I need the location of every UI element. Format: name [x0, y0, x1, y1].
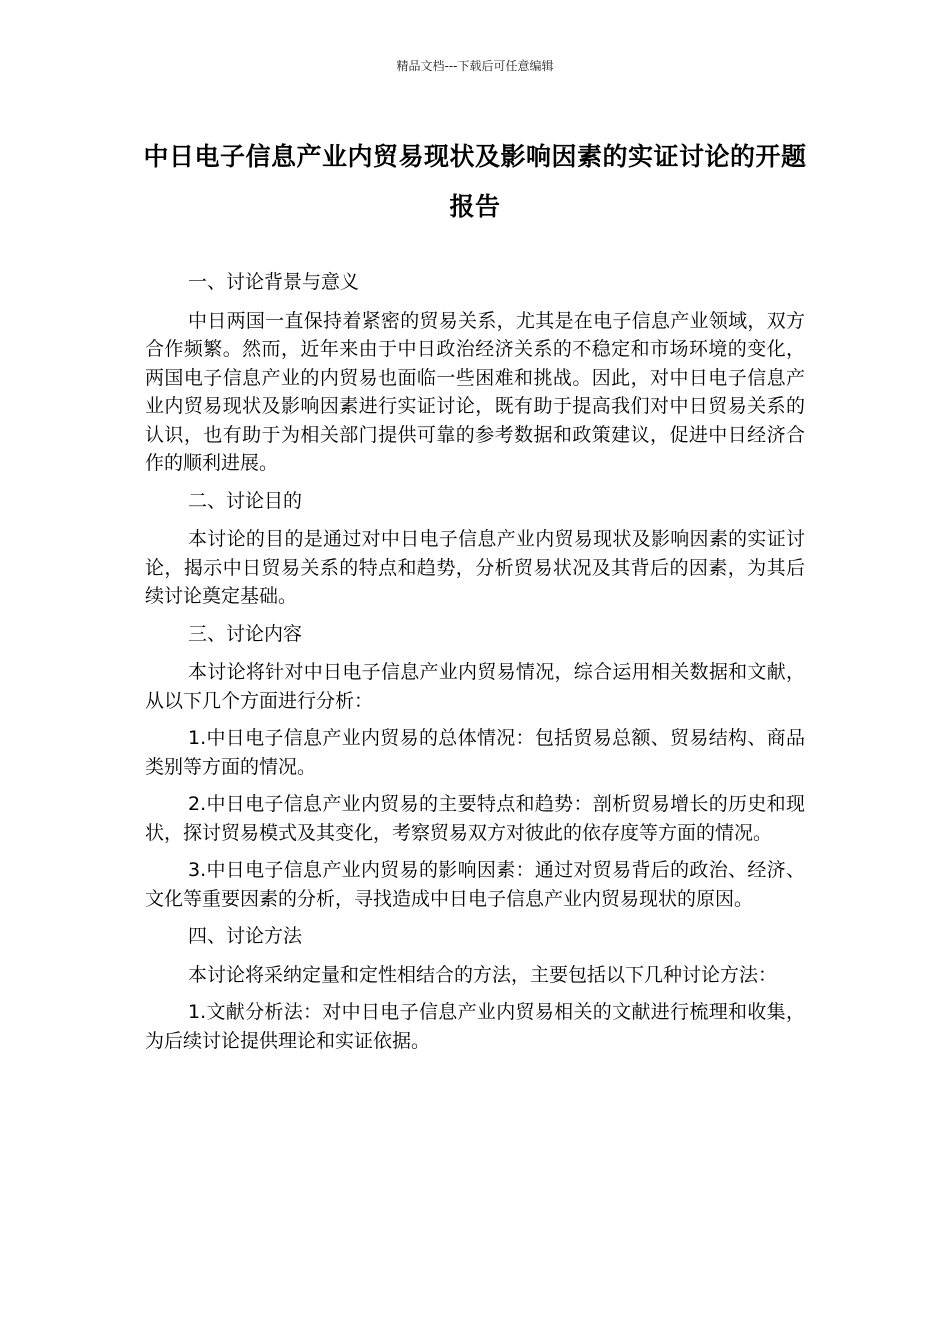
header-note: 精品文档---下载后可任意编辑: [396, 59, 554, 73]
document-title: 中日电子信息产业内贸易现状及影响因素的实证讨论的开题报告: [143, 142, 807, 221]
list-paragraph: 3.中日电子信息产业内贸易的影响因素：通过对贸易背后的政治、经济、文化等重要因素的分析，寻找造成中日电子信息产业内贸易现状的原因。: [145, 859, 805, 910]
section-heading: 四、讨论方法: [188, 925, 303, 947]
body-paragraph: 本讨论将针对中日电子信息产业内贸易情况，综合运用相关数据和文献，从以下几个方面进行分析：: [145, 661, 805, 712]
body-paragraph: 中日两国一直保持着紧密的贸易关系，尤其是在电子信息产业领域，双方合作频繁。然而，近年来由于中日政治经济关系的不稳定和市场环境的变化，两国电子信息产业的内贸易也面临一些困难和挑战。因此，对中日电子信息产业内贸易现状及影响因素进行实证讨论，既有助于提高我们对中日贸易关系的认识，也有助于为相关部门提供可靠的参考数据和政策建议，促进中日经济合作的顺利进展。: [145, 309, 805, 474]
document-body: [145, 268, 805, 1064]
list-paragraph: 1.文献分析法：对中日电子信息产业内贸易相关的文献进行梳理和收集，为后续讨论提供理论和实证依据。: [145, 1001, 805, 1052]
body-paragraph: 本讨论的目的是通过对中日电子信息产业内贸易现状及影响因素的实证讨论，揭示中日贸易关系的特点和趋势，分析贸易状况及其背后的因素，为其后续讨论奠定基础。: [145, 528, 805, 607]
list-paragraph: 1.中日电子信息产业内贸易的总体情况：包括贸易总额、贸易结构、商品类别等方面的情况。: [145, 727, 805, 778]
list-paragraph: 2.中日电子信息产业内贸易的主要特点和趋势：剖析贸易增长的历史和现状，探讨贸易模式及其变化，考察贸易双方对彼此的依存度等方面的情况。: [145, 793, 805, 844]
section-heading: 一、讨论背景与意义: [188, 271, 360, 293]
section-heading: 三、讨论内容: [188, 622, 303, 645]
section-heading: 二、讨论目的: [188, 489, 303, 512]
body-paragraph: 本讨论将采纳定量和定性相结合的方法，主要包括以下几种讨论方法：: [188, 963, 778, 986]
